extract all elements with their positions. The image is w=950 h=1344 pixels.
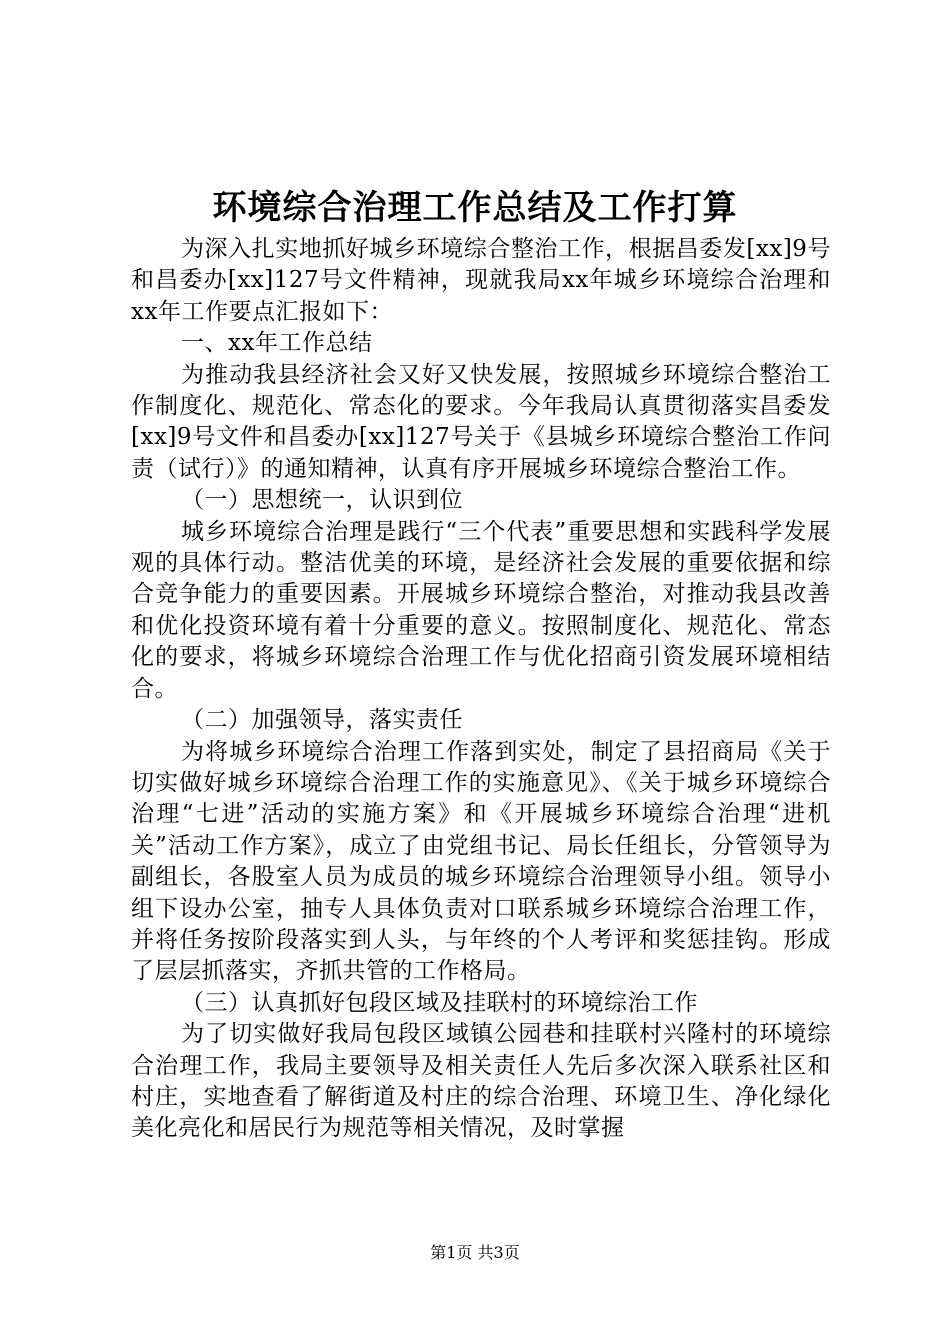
subsection-heading-1: （一）思想统一，认识到位: [181, 487, 463, 514]
subsection-paragraph-1: 城乡环境综合治理是践行“三个代表”重要思想和实践科学发展观的具体行动。整洁优美的环境，是经济社会发展的重要依据和综合竞争能力的重要因素。开展城乡环境综合整治，对推动我县改善和优化投资环境有着十分重要的意义。按照制度化、规范化、常态化的要求，将城乡环境综合治理工作与优化招商引资发展环境相结合。: [131, 518, 831, 702]
subsection-paragraph-2: 为将城乡环境综合治理工作落到实处，制定了县招商局《关于切实做好城乡环境综合治理工作的实施意见》、《关于城乡环境综合治理“七进”活动的实施方案》和《开展城乡环境综合治理“进机关”活动工作方案》，成立了由党组书记、局长任组长，分管领导为副组长，各股室人员为成员的城乡环境综合治理领导小组。领导小组下设办公室，抽专人具体负责对口联系城乡环境综合治理工作，并将任务按阶段落实到人头，与年终的个人考评和奖惩挂钩。形成了层层抓落实，齐抓共管的工作格局。: [131, 738, 831, 985]
intro-paragraph: 为深入扎实地抓好城乡环境综合整治工作，根据昌委发[xx]9号和昌委办[xx]127号文件精神，现就我局xx年城乡环境综合治理和xx年工作要点汇报如下：: [131, 236, 831, 325]
section-heading-1: 一、xx年工作总结: [181, 330, 373, 357]
subsection-paragraph-3: 为了切实做好我局包段区域镇公园巷和挂联村兴隆村的环境综合治理工作，我局主要领导及相关责任人先后多次深入联系社区和村庄，实地查看了解街道及村庄的综合治理、环境卫生、净化绿化美化亮化和居民行为规范等相关情况，及时掌握: [131, 1021, 831, 1142]
document-body: [131, 234, 831, 1145]
subsection-heading-2: （二）加强领导，落实责任: [181, 707, 463, 734]
subsection-heading-3: （三）认真抓好包段区域及挂联村的环境综治工作: [181, 989, 698, 1016]
document-title: 环境综合治理工作总结及工作打算: [212, 188, 738, 228]
page-number: 第1页 共3页: [430, 1243, 520, 1262]
summary-paragraph: 为推动我县经济社会又好又快发展，按照城乡环境综合整治工作制度化、规范化、常态化的要求。今年我局认真贯彻落实昌委发[xx]9号文件和昌委办[xx]127号关于《县城乡环境综合整治工作问责（试行）》的通知精神，认真有序开展城乡环境综合整治工作。: [131, 361, 831, 482]
